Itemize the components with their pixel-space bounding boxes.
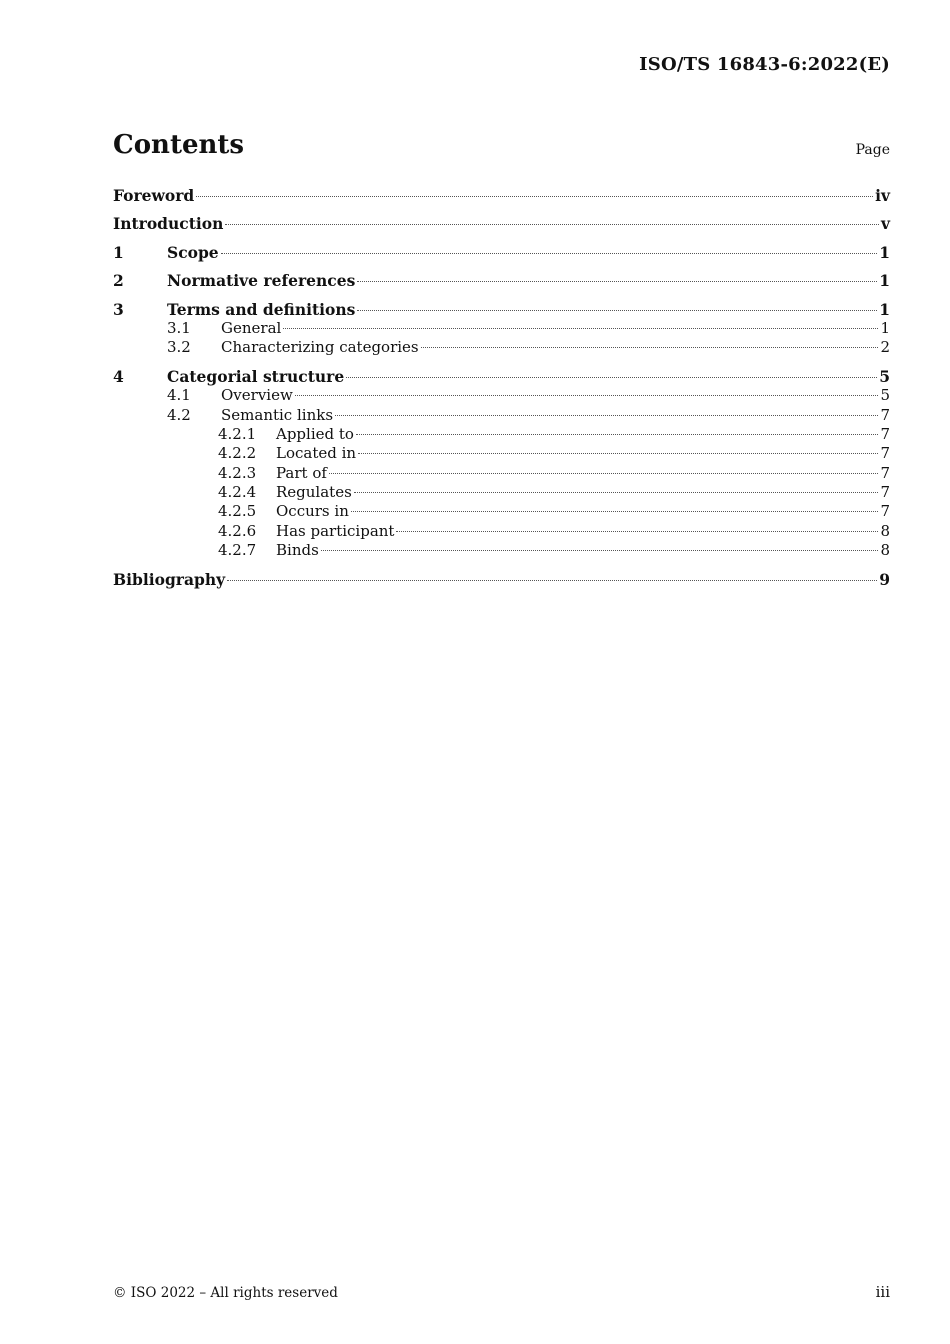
toc-entry-page: v (880, 214, 890, 234)
toc-entry-page: 9 (879, 569, 890, 589)
dot-leader (221, 253, 878, 254)
dot-leader (283, 328, 878, 329)
toc-entry-title: Overview (221, 386, 293, 405)
contents-heading: Contents (113, 130, 245, 160)
toc-entry-title: Part of (276, 463, 327, 482)
toc-entry-page: 7 (880, 405, 890, 424)
dot-leader (295, 395, 879, 396)
toc-entry[interactable] (113, 338, 890, 357)
toc-entry-page: 8 (880, 521, 890, 540)
toc-entry-page: 7 (880, 463, 890, 482)
toc-entry-page: 2 (880, 338, 890, 357)
toc-entry-page: 7 (880, 502, 890, 521)
dot-leader (227, 580, 877, 581)
toc-entry[interactable] (113, 425, 890, 444)
toc-entry-number: 4.2.6 (218, 521, 257, 540)
toc-entry[interactable] (113, 300, 890, 319)
toc-entry-title: General (221, 318, 282, 337)
toc-entry[interactable] (113, 319, 890, 338)
toc-entry[interactable] (113, 502, 890, 521)
dot-leader (321, 550, 879, 551)
toc-entry-title: Normative references (167, 271, 356, 291)
toc-entry-title: Introduction (113, 214, 224, 234)
toc-entry-title: Terms and definitions (167, 299, 356, 319)
toc-entry-title: Foreword (113, 186, 195, 205)
toc-entry-title: Regulates (276, 483, 352, 502)
toc-entry-title: Applied to (276, 424, 354, 443)
toc-entry[interactable] (113, 406, 890, 425)
toc-entry-number: 4.2 (167, 405, 191, 424)
toc-entry-title: Located in (276, 444, 357, 463)
dot-leader (335, 415, 878, 416)
toc-entry-title: Binds (276, 541, 319, 560)
toc-entry-title: Characterizing categories (221, 338, 419, 357)
dot-leader (354, 492, 879, 493)
toc-entry[interactable] (113, 186, 890, 205)
toc-entry-number: 4.2.7 (218, 541, 257, 560)
toc-entry[interactable] (113, 386, 890, 405)
toc-entry-number: 2 (113, 271, 124, 291)
dot-leader (196, 196, 873, 197)
dot-leader (356, 434, 879, 435)
table-of-contents (113, 184, 890, 589)
toc-entry-page: iv (875, 186, 890, 205)
dot-leader (329, 473, 879, 474)
toc-entry[interactable] (113, 271, 890, 290)
toc-entry[interactable] (113, 541, 890, 560)
toc-entry-number: 4 (113, 366, 124, 386)
toc-entry-number: 3 (113, 299, 124, 319)
toc-entry-number: 4.2.5 (218, 502, 257, 521)
dot-leader (396, 531, 878, 532)
toc-entry-page: 1 (879, 242, 890, 262)
toc-entry-number: 3.1 (167, 318, 191, 337)
dot-leader (225, 224, 879, 225)
toc-entry-title: Scope (167, 242, 219, 262)
toc-entry-title: Categorial structure (167, 366, 345, 386)
toc-entry[interactable] (113, 444, 890, 463)
dot-leader (357, 281, 877, 282)
toc-entry[interactable] (113, 522, 890, 541)
toc-entry-page: 7 (880, 483, 890, 502)
toc-entry[interactable] (113, 483, 890, 502)
footer-page-number: iii (875, 1283, 890, 1301)
toc-entry[interactable] (113, 214, 890, 233)
dot-leader (358, 453, 878, 454)
toc-entry-number: 4.1 (167, 386, 191, 405)
toc-entry[interactable] (113, 367, 890, 386)
toc-entry[interactable] (113, 243, 890, 262)
toc-entry-title: Semantic links (221, 405, 334, 424)
dot-leader (421, 347, 879, 348)
toc-entry-page: 8 (880, 541, 890, 560)
toc-entry-title: Has participant (276, 521, 395, 540)
toc-entry-number: 1 (113, 242, 124, 262)
toc-entry-page: 1 (879, 271, 890, 291)
toc-entry-page: 1 (879, 299, 890, 319)
toc-entry[interactable] (113, 570, 890, 589)
toc-entry-number: 4.2.4 (218, 483, 257, 502)
toc-entry-number: 4.2.2 (218, 444, 257, 463)
toc-entry-title: Bibliography (113, 569, 226, 589)
toc-entry-number: 4.2.3 (218, 463, 257, 482)
page-column-label: Page (855, 142, 890, 158)
toc-entry[interactable] (113, 464, 890, 483)
toc-entry-title: Occurs in (276, 502, 349, 521)
toc-entry-number: 3.2 (167, 338, 191, 357)
dot-leader (346, 377, 877, 378)
toc-entry-page: 1 (880, 318, 890, 337)
toc-entry-page: 7 (880, 444, 890, 463)
document-id: ISO/TS 16843-6:2022(E) (639, 54, 890, 75)
dot-leader (351, 511, 879, 512)
toc-entry-page: 5 (880, 386, 890, 405)
toc-entry-page: 5 (879, 366, 890, 386)
footer-copyright: © ISO 2022 – All rights reserved (113, 1285, 338, 1301)
toc-entry-number: 4.2.1 (218, 424, 257, 443)
toc-entry-page: 7 (880, 424, 890, 443)
dot-leader (357, 310, 877, 311)
